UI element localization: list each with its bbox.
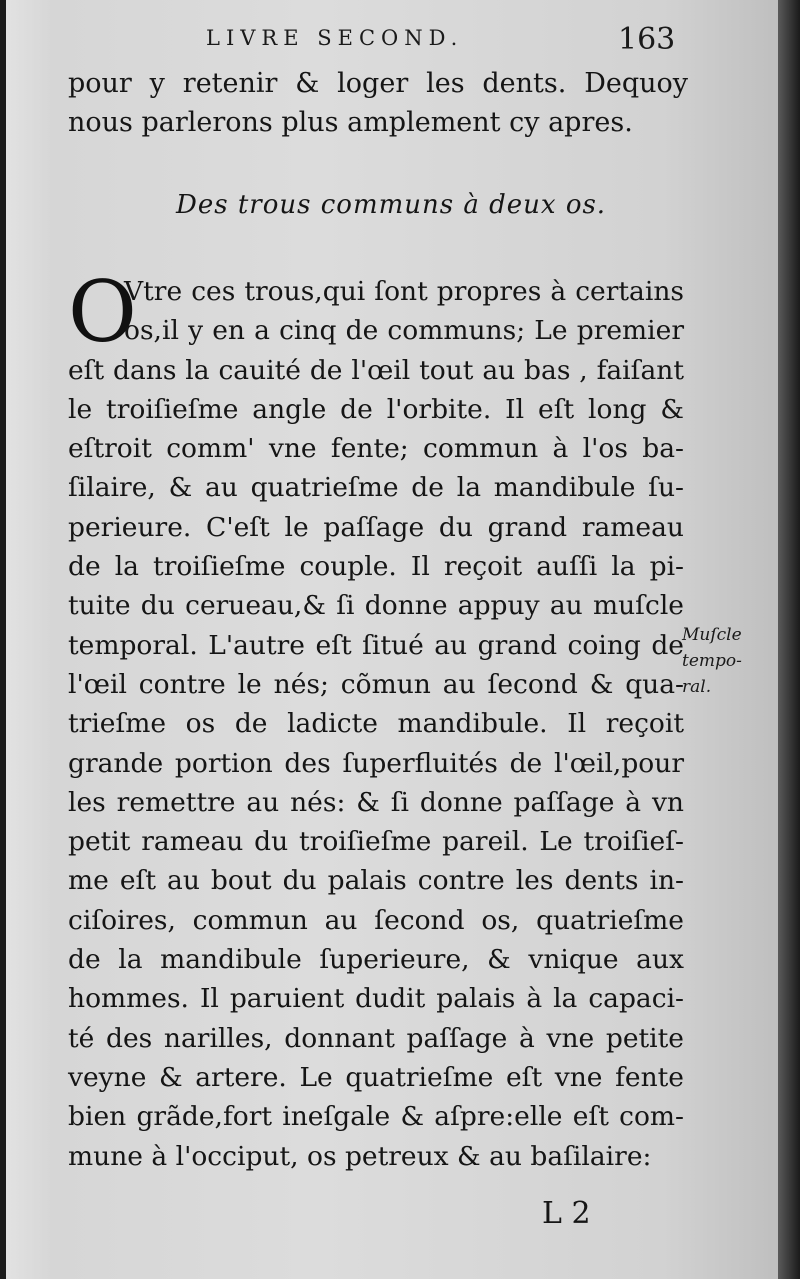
- text-line: os,il y en a cinq de communs; Le premier: [124, 315, 684, 347]
- text-line: les remettre au nés: & ſi donne paſſage à vn: [68, 786, 684, 818]
- page-number: 163: [618, 22, 676, 57]
- body-paragraph: [68, 263, 684, 1176]
- margin-note-line: Muſcle: [682, 625, 742, 645]
- text-line: ſilaire, & au quatrieſme de la mandibule ſu-: [68, 472, 684, 504]
- text-line: pour y retenir & loger les dents. Dequoy: [68, 68, 688, 99]
- text-line: grande portion des ſuperfluités de l'œil,pour: [68, 747, 684, 779]
- text-line: perieure. C'eſt le paſſage du grand rameau: [68, 511, 684, 543]
- section-heading: Des trous communs à deux os.: [176, 190, 607, 220]
- text-line: de la mandibule ſuperieure, & vnique aux: [68, 944, 684, 976]
- text-line: mune à l'occiput, os petreux & au baſilaire:: [68, 1140, 652, 1172]
- text-line: l'œil contre le nés; cõmun au ſecond & qua-: [68, 668, 684, 700]
- text-line: ciſoires, commun au ſecond os, quatrieſme: [68, 904, 684, 936]
- text-line: veyne & artere. Le quatrieſme eſt vne fente: [68, 1061, 684, 1093]
- text-line: eſt dans la cauité de l'œil tout au bas , faiſant: [68, 354, 684, 386]
- drop-cap: O: [68, 263, 137, 361]
- margin-note-line: tempo-: [682, 651, 742, 671]
- text-line: nous parlerons plus amplement cy apres.: [68, 107, 633, 138]
- text-line: Vtre ces trous,qui ſont propres à certains: [124, 276, 684, 307]
- text-line: petit rameau du troiſieſme pareil. Le troiſieſ-: [68, 826, 684, 858]
- margin-note-line: ral.: [682, 677, 712, 697]
- text-line: me eſt au bout du palais contre les dents in-: [68, 865, 684, 897]
- margin-note: [682, 622, 742, 700]
- text-line: temporal. L'autre eſt ſitué au grand coing de: [68, 629, 684, 661]
- text-line: té des narilles, donnant paſſage à vne petite: [68, 1022, 684, 1054]
- text-line: hommes. Il paruient dudit palais à la capaci-: [68, 983, 684, 1015]
- page-edge-shadow: [778, 0, 800, 1279]
- top-text: [68, 64, 688, 142]
- text-line: de la troiſieſme couple. Il reçoit auſſi la pi-: [68, 551, 684, 583]
- book-page: [6, 0, 778, 1279]
- text-line: trieſme os de ladicte mandibule. Il reçoit: [68, 708, 684, 740]
- running-head: LIVRE SECOND.: [206, 26, 464, 50]
- signature-mark: L 2: [542, 1196, 591, 1231]
- text-line: eſtroit comm' vne fente; commun à l'os ba-: [68, 433, 684, 465]
- text-line: le troiſieſme angle de l'orbite. Il eſt long &: [68, 393, 684, 425]
- text-line: tuite du cerueau,& ſi donne appuy au muſcle: [68, 590, 684, 622]
- text-line: bien grãde,fort ineſgale & aſpre:elle eſt com-: [68, 1101, 684, 1133]
